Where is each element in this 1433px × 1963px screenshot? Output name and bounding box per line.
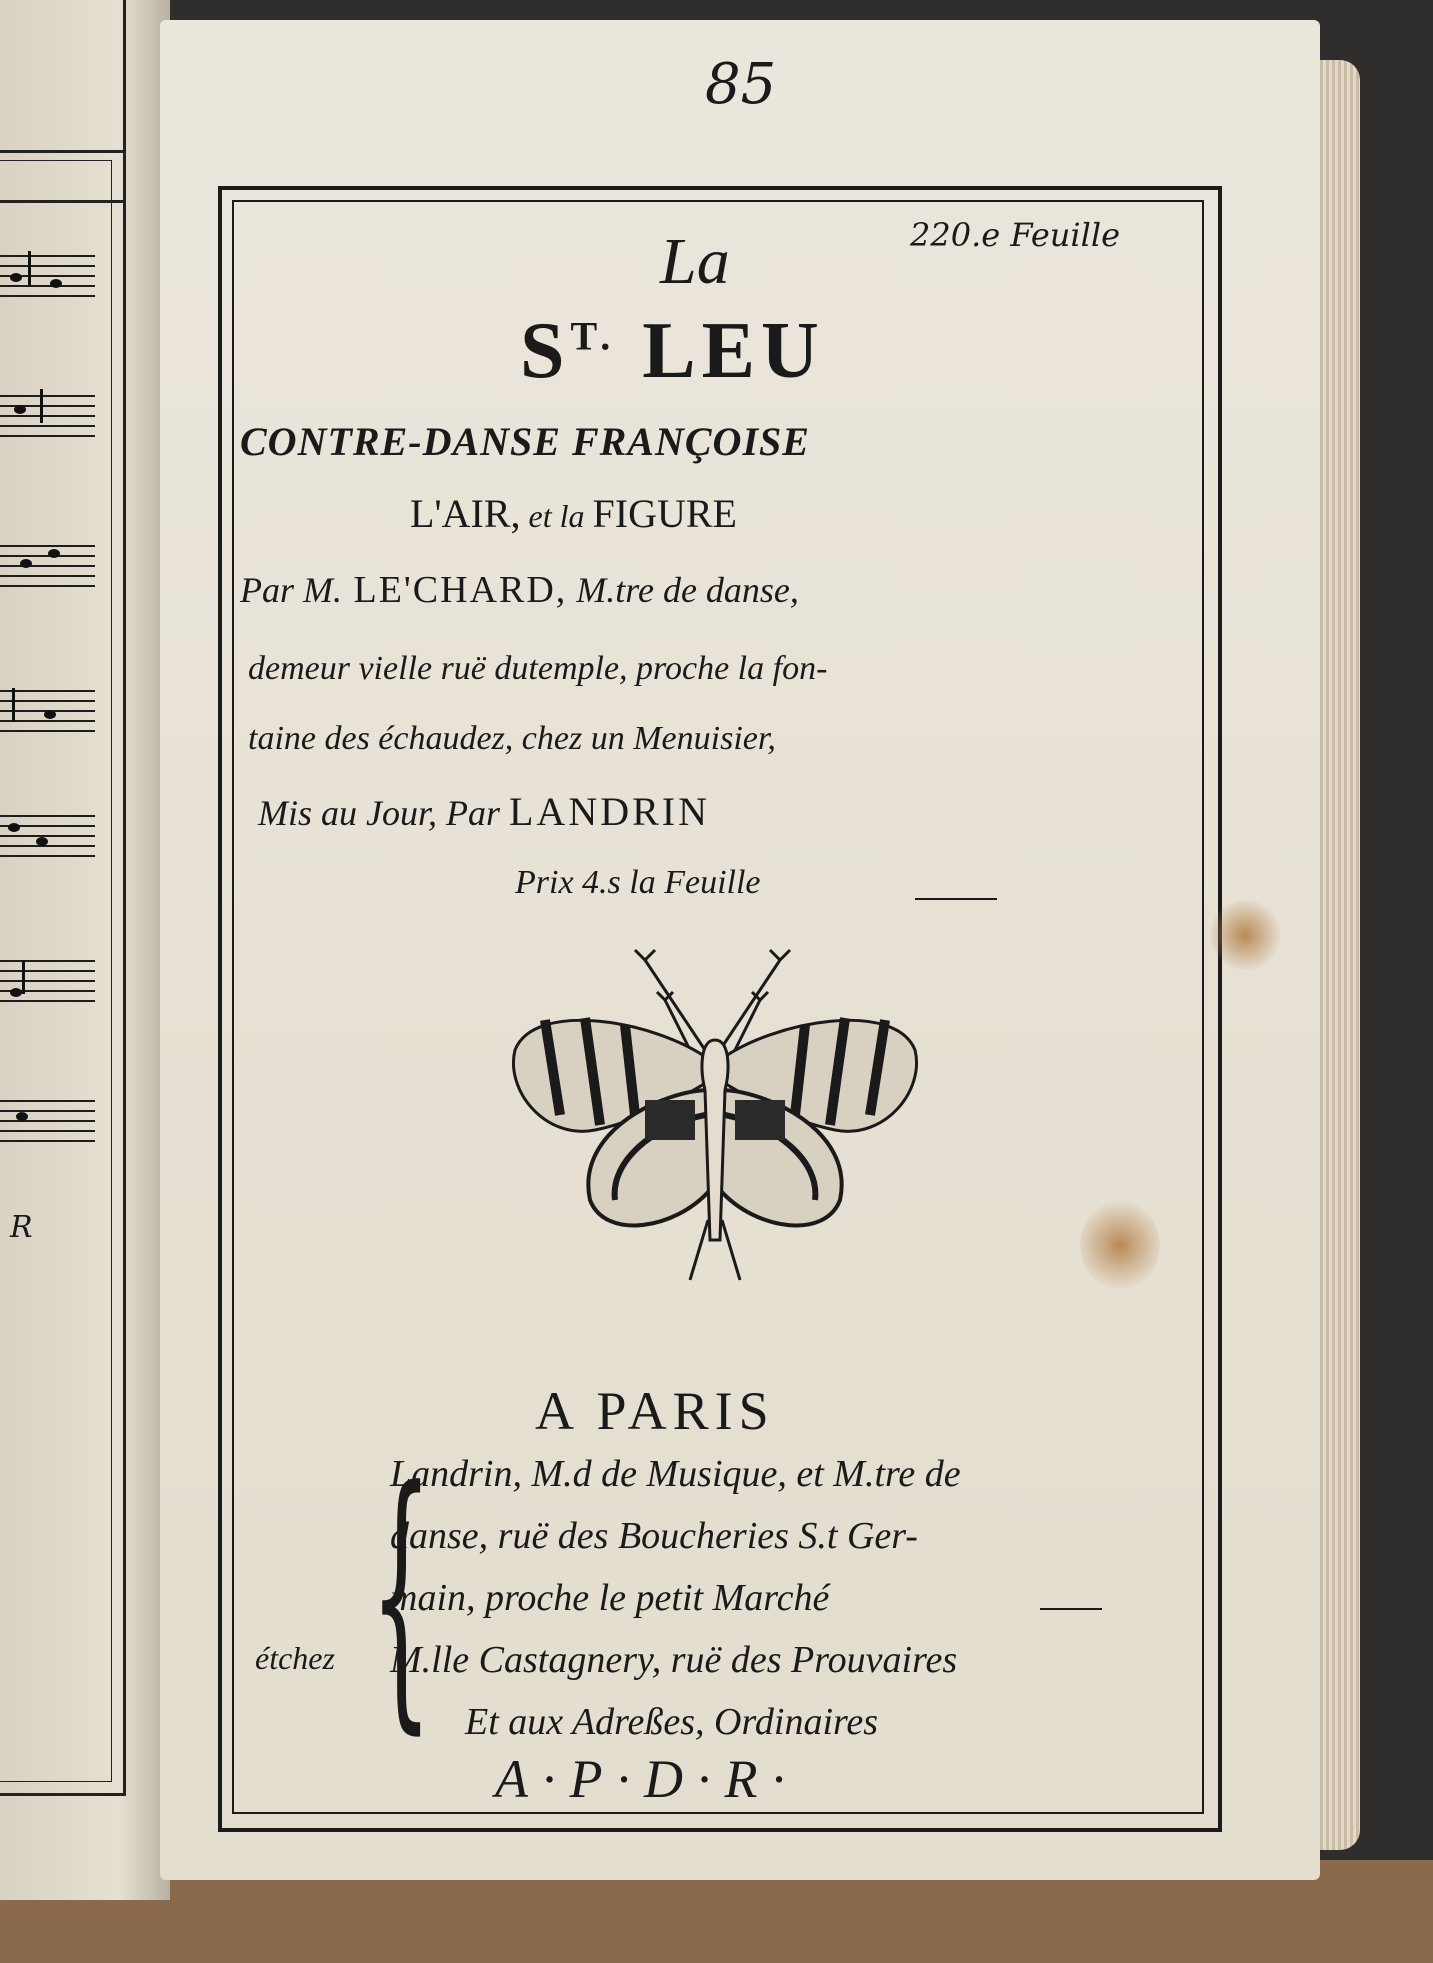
et-la: et la [520,498,593,534]
author-address-line-2: taine des échaudez, chez un Menuisier, [248,720,776,757]
address-brace: { [370,1432,433,1758]
author-address-line-1: demeur vielle ruë dutemple, proche la fon- [248,650,828,687]
music-stem [28,251,31,285]
address-rule [1040,1608,1102,1610]
music-stem [22,960,25,994]
publisher-line [258,788,710,835]
foxing-stain [1210,900,1280,970]
music-note [50,279,62,288]
title-prefix: S [520,307,571,395]
title-article: La [660,225,730,298]
publisher-name: LANDRIN [509,789,710,834]
et-chez-label: étchez [255,1640,335,1676]
price-rule [915,898,997,900]
music-note [20,559,32,568]
butterfly-body [702,1040,728,1240]
address-landrin-line-2: danse, ruë des Boucheries S.t Ger- [390,1515,918,1557]
price-line: Prix 4.s la Feuille [515,864,761,901]
music-note [44,710,56,719]
subtitle: CONTRE-DANSE FRANÇOISE [240,419,810,464]
author-name: LE'CHARD, [342,569,568,611]
facing-page-music [0,0,170,1900]
music-stem [12,688,15,722]
publisher-prefix: Mis au Jour, Par [258,793,509,833]
address-landrin-line-3: main, proche le petit Marché [390,1577,830,1619]
page-number: 85 [705,52,777,117]
butterfly-right-spot [735,1100,785,1140]
music-staff [0,815,95,859]
figure-label: FIGURE [592,491,737,536]
music-staff [0,1100,95,1144]
title-name: LEU [616,307,825,395]
music-stem [40,389,43,423]
butterfly-left-spot [645,1100,695,1140]
music-note [10,273,22,282]
title-main [520,306,825,397]
butterfly-engraving [505,940,925,1300]
place-of-publication: A PARIS [535,1381,775,1441]
privilege-mark: A·P·D·R· [495,1749,799,1809]
music-note [10,988,22,997]
music-note [8,823,20,832]
music-staff [0,545,95,589]
air-label: L'AIR, [410,491,521,536]
music-staff [0,255,95,299]
author-par: Par M. [240,570,342,610]
author-title: M.tre de danse, [567,570,799,610]
address-castagnery: M.lle Castagnery, ruë des Prouvaires [390,1639,958,1681]
foxing-stain [1080,1200,1160,1290]
facing-page-letter: R [10,1210,33,1245]
author-line [240,568,799,612]
music-staff [0,960,95,1004]
address-ordinaires: Et aux Adreßes, Ordinaires [465,1701,879,1743]
air-figure-line [410,490,737,537]
music-note [36,837,48,846]
address-landrin-line-1: Landrin, M.d de Musique, et M.tre de [390,1453,961,1495]
title-sup: T. [570,313,617,359]
music-staff [0,395,95,439]
music-note [16,1112,28,1121]
music-staff [0,690,95,734]
music-note [48,549,60,558]
sheet-number: 220.e Feuille [910,216,1120,254]
music-note [14,405,26,414]
